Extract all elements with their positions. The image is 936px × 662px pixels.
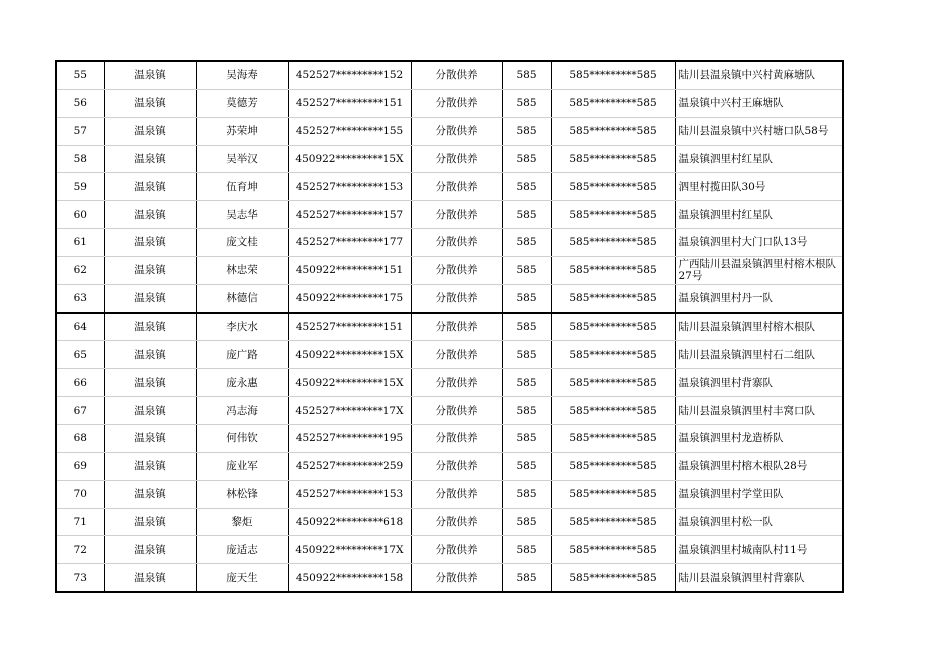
town-cell: 温泉镇	[104, 341, 196, 369]
id-number-cell: 450922*********15X	[288, 145, 411, 173]
amount-cell: 585	[502, 424, 551, 452]
amount-cell: 585	[502, 313, 551, 341]
amount-cell: 585	[502, 229, 551, 257]
table-row	[56, 480, 843, 508]
account-cell: 585*********585	[551, 117, 675, 145]
table-row	[56, 508, 843, 536]
town-cell: 温泉镇	[104, 369, 196, 397]
address-cell: 泗里村揽田队30号	[675, 173, 843, 201]
row-number-cell: 68	[56, 424, 104, 452]
address-cell: 陆川县温泉镇中兴村黄麻塘队	[675, 61, 843, 89]
row-number-cell: 55	[56, 61, 104, 89]
table-row	[56, 424, 843, 452]
row-number-cell: 59	[56, 173, 104, 201]
row-number-cell: 71	[56, 508, 104, 536]
account-cell: 585*********585	[551, 341, 675, 369]
town-cell: 温泉镇	[104, 145, 196, 173]
town-cell: 温泉镇	[104, 256, 196, 284]
name-cell: 林德信	[196, 284, 288, 312]
support-type-cell: 分散供养	[411, 452, 502, 480]
account-cell: 585*********585	[551, 564, 675, 592]
name-cell: 李庆水	[196, 313, 288, 341]
town-cell: 温泉镇	[104, 452, 196, 480]
town-cell: 温泉镇	[104, 508, 196, 536]
name-cell: 苏荣坤	[196, 117, 288, 145]
town-cell: 温泉镇	[104, 89, 196, 117]
amount-cell: 585	[502, 173, 551, 201]
id-number-cell: 450922*********618	[288, 508, 411, 536]
name-cell: 莫德芳	[196, 89, 288, 117]
amount-cell: 585	[502, 201, 551, 229]
table-row	[56, 284, 843, 312]
id-number-cell: 452527*********153	[288, 173, 411, 201]
name-cell: 庞永惠	[196, 369, 288, 397]
data-table	[55, 60, 844, 593]
id-number-cell: 452527*********151	[288, 313, 411, 341]
row-number-cell: 63	[56, 284, 104, 312]
address-cell: 陆川县温泉镇泗里村石二组队	[675, 341, 843, 369]
support-type-cell: 分散供养	[411, 201, 502, 229]
id-number-cell: 450922*********17X	[288, 536, 411, 564]
table-row	[56, 536, 843, 564]
account-cell: 585*********585	[551, 369, 675, 397]
row-number-cell: 67	[56, 397, 104, 425]
town-cell: 温泉镇	[104, 173, 196, 201]
amount-cell: 585	[502, 564, 551, 592]
id-number-cell: 452527*********17X	[288, 397, 411, 425]
row-number-cell: 58	[56, 145, 104, 173]
account-cell: 585*********585	[551, 452, 675, 480]
support-type-cell: 分散供养	[411, 313, 502, 341]
support-type-cell: 分散供养	[411, 89, 502, 117]
name-cell: 庞广路	[196, 341, 288, 369]
name-cell: 庞业军	[196, 452, 288, 480]
row-number-cell: 72	[56, 536, 104, 564]
town-cell: 温泉镇	[104, 117, 196, 145]
name-cell: 冯志海	[196, 397, 288, 425]
amount-cell: 585	[502, 397, 551, 425]
amount-cell: 585	[502, 256, 551, 284]
id-number-cell: 452527*********177	[288, 229, 411, 257]
account-cell: 585*********585	[551, 145, 675, 173]
support-type-cell: 分散供养	[411, 480, 502, 508]
account-cell: 585*********585	[551, 61, 675, 89]
table-row	[56, 256, 843, 284]
support-type-cell: 分散供养	[411, 229, 502, 257]
account-cell: 585*********585	[551, 284, 675, 312]
amount-cell: 585	[502, 480, 551, 508]
row-number-cell: 64	[56, 313, 104, 341]
address-cell: 陆川县温泉镇泗里村背寨队	[675, 564, 843, 592]
row-number-cell: 70	[56, 480, 104, 508]
row-number-cell: 62	[56, 256, 104, 284]
account-cell: 585*********585	[551, 229, 675, 257]
amount-cell: 585	[502, 369, 551, 397]
address-cell: 温泉镇泗里村丹一队	[675, 284, 843, 312]
support-type-cell: 分散供养	[411, 341, 502, 369]
amount-cell: 585	[502, 61, 551, 89]
town-cell: 温泉镇	[104, 424, 196, 452]
town-cell: 温泉镇	[104, 229, 196, 257]
address-cell: 陆川县温泉镇泗里村榕木根队	[675, 313, 843, 341]
id-number-cell: 452527*********195	[288, 424, 411, 452]
amount-cell: 585	[502, 145, 551, 173]
row-number-cell: 56	[56, 89, 104, 117]
table-row	[56, 173, 843, 201]
row-number-cell: 73	[56, 564, 104, 592]
support-type-cell: 分散供养	[411, 117, 502, 145]
id-number-cell: 452527*********259	[288, 452, 411, 480]
name-cell: 林忠荣	[196, 256, 288, 284]
name-cell: 吴举汉	[196, 145, 288, 173]
account-cell: 585*********585	[551, 536, 675, 564]
account-cell: 585*********585	[551, 424, 675, 452]
address-cell: 温泉镇泗里村龙造桥队	[675, 424, 843, 452]
amount-cell: 585	[502, 117, 551, 145]
amount-cell: 585	[502, 452, 551, 480]
support-type-cell: 分散供养	[411, 145, 502, 173]
table-row	[56, 313, 843, 341]
address-cell: 温泉镇泗里村红星队	[675, 145, 843, 173]
table-body	[56, 61, 843, 592]
table-row	[56, 61, 843, 89]
name-cell: 黎炬	[196, 508, 288, 536]
support-type-cell: 分散供养	[411, 284, 502, 312]
support-type-cell: 分散供养	[411, 564, 502, 592]
address-cell: 温泉镇泗里村背寨队	[675, 369, 843, 397]
amount-cell: 585	[502, 508, 551, 536]
table-row	[56, 229, 843, 257]
row-number-cell: 66	[56, 369, 104, 397]
name-cell: 林松锋	[196, 480, 288, 508]
support-type-cell: 分散供养	[411, 256, 502, 284]
town-cell: 温泉镇	[104, 61, 196, 89]
row-number-cell: 60	[56, 201, 104, 229]
name-cell: 庞适志	[196, 536, 288, 564]
table-row	[56, 341, 843, 369]
amount-cell: 585	[502, 89, 551, 117]
address-cell: 温泉镇泗里村城南队村11号	[675, 536, 843, 564]
name-cell: 庞天生	[196, 564, 288, 592]
id-number-cell: 452527*********157	[288, 201, 411, 229]
town-cell: 温泉镇	[104, 397, 196, 425]
name-cell: 庞文桂	[196, 229, 288, 257]
address-cell: 温泉镇泗里村红星队	[675, 201, 843, 229]
amount-cell: 585	[502, 284, 551, 312]
address-cell: 陆川县温泉镇泗里村丰窝口队	[675, 397, 843, 425]
row-number-cell: 69	[56, 452, 104, 480]
town-cell: 温泉镇	[104, 564, 196, 592]
account-cell: 585*********585	[551, 508, 675, 536]
amount-cell: 585	[502, 341, 551, 369]
support-type-cell: 分散供养	[411, 173, 502, 201]
address-cell: 温泉镇泗里村榕木根队28号	[675, 452, 843, 480]
table-row	[56, 145, 843, 173]
account-cell: 585*********585	[551, 313, 675, 341]
row-number-cell: 61	[56, 229, 104, 257]
account-cell: 585*********585	[551, 397, 675, 425]
amount-cell: 585	[502, 536, 551, 564]
support-type-cell: 分散供养	[411, 424, 502, 452]
account-cell: 585*********585	[551, 256, 675, 284]
town-cell: 温泉镇	[104, 536, 196, 564]
table-row	[56, 397, 843, 425]
row-number-cell: 65	[56, 341, 104, 369]
address-cell: 温泉镇泗里村学堂田队	[675, 480, 843, 508]
support-type-cell: 分散供养	[411, 369, 502, 397]
address-cell: 温泉镇泗里村大门口队13号	[675, 229, 843, 257]
id-number-cell: 450922*********15X	[288, 369, 411, 397]
support-type-cell: 分散供养	[411, 536, 502, 564]
town-cell: 温泉镇	[104, 284, 196, 312]
support-type-cell: 分散供养	[411, 397, 502, 425]
id-number-cell: 450922*********158	[288, 564, 411, 592]
address-cell: 陆川县温泉镇中兴村塘口队58号	[675, 117, 843, 145]
id-number-cell: 450922*********151	[288, 256, 411, 284]
name-cell: 吴志华	[196, 201, 288, 229]
account-cell: 585*********585	[551, 480, 675, 508]
id-number-cell: 452527*********151	[288, 89, 411, 117]
support-type-cell: 分散供养	[411, 61, 502, 89]
name-cell: 何伟钦	[196, 424, 288, 452]
address-cell: 广西陆川县温泉镇泗里村榕木根队27号	[675, 256, 843, 284]
account-cell: 585*********585	[551, 89, 675, 117]
address-cell: 温泉镇中兴村王麻塘队	[675, 89, 843, 117]
id-number-cell: 452527*********153	[288, 480, 411, 508]
town-cell: 温泉镇	[104, 201, 196, 229]
address-cell: 温泉镇泗里村松一队	[675, 508, 843, 536]
account-cell: 585*********585	[551, 201, 675, 229]
table-row	[56, 452, 843, 480]
account-cell: 585*********585	[551, 173, 675, 201]
table-row	[56, 89, 843, 117]
row-number-cell: 57	[56, 117, 104, 145]
table-row	[56, 564, 843, 592]
table-row	[56, 369, 843, 397]
id-number-cell: 450922*********15X	[288, 341, 411, 369]
town-cell: 温泉镇	[104, 313, 196, 341]
id-number-cell: 452527*********152	[288, 61, 411, 89]
support-type-cell: 分散供养	[411, 508, 502, 536]
id-number-cell: 450922*********175	[288, 284, 411, 312]
table-row	[56, 117, 843, 145]
id-number-cell: 452527*********155	[288, 117, 411, 145]
town-cell: 温泉镇	[104, 480, 196, 508]
name-cell: 吴海寿	[196, 61, 288, 89]
name-cell: 伍育坤	[196, 173, 288, 201]
table-row	[56, 201, 843, 229]
